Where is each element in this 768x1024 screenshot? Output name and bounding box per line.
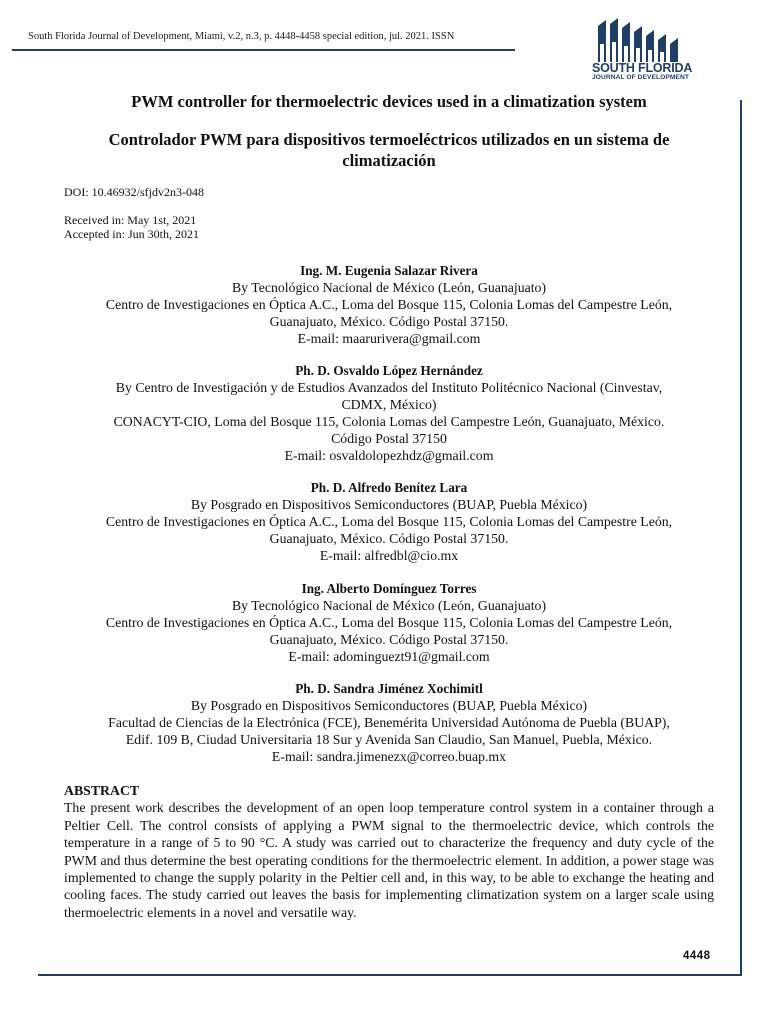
author-email: E-mail: alfredbl@cio.mx (319, 548, 459, 563)
title-spanish: Controlador PWM para dispositivos termoeléctricos utilizados en un sistema de climatización (108, 130, 670, 170)
page-border-bottom (38, 974, 742, 976)
author-block (64, 362, 714, 464)
author-affiliation: Guanajuato, México. Código Postal 37150. (269, 531, 509, 546)
logo-brand-text: SOUTH FLORIDA (592, 61, 693, 75)
author-name: Ph. D. Sandra Jiménez Xochimitl (295, 681, 483, 696)
author-affiliation: By Tecnológico Nacional de México (León, Guanajuato) (231, 280, 547, 295)
author-block (64, 680, 714, 765)
page-border-right (740, 100, 742, 975)
author-affiliation: By Posgrado en Dispositivos Semiconductores (BUAP, Puebla México) (190, 698, 588, 713)
journal-citation: South Florida Journal of Development, Miami, v.2, n.3, p. 4448-4458 special edition, jul. 2021. ISSN (28, 31, 455, 42)
author-affiliation: By Posgrado en Dispositivos Semiconductores (BUAP, Puebla México) (190, 497, 588, 512)
author-email: E-mail: adominguezt91@gmail.com (288, 649, 490, 664)
author-affiliation: By Tecnológico Nacional de México (León, Guanajuato) (231, 598, 547, 613)
author-affiliation: Guanajuato, México. Código Postal 37150. (269, 632, 509, 647)
author-affiliation: Guanajuato, México. Código Postal 37150. (269, 314, 509, 329)
journal-logo-icon (598, 14, 694, 62)
author-name: Ing. M. Eugenia Salazar Rivera (300, 263, 478, 278)
author-block (64, 580, 714, 665)
author-block (64, 262, 714, 347)
journal-logo (588, 14, 700, 84)
author-block (64, 479, 714, 564)
author-affiliation: Centro de Investigaciones en Óptica A.C., Loma del Bosque 115, Colonia Lomas del Campestre León, (105, 615, 673, 630)
author-name: Ing. Alberto Domínguez Torres (301, 581, 477, 596)
doi: DOI: 10.46932/sfjdv2n3-048 (64, 185, 204, 199)
author-name: Ph. D. Alfredo Benítez Lara (310, 480, 468, 495)
abstract-section (64, 782, 714, 921)
author-affiliation: Facultad de Ciencias de la Electrónica (FCE), Benemérita Universidad Autónoma de Puebla (BUAP), (108, 715, 670, 730)
author-email: E-mail: sandra.jimenezx@correo.buap.mx (271, 749, 507, 764)
author-affiliation: Edif. 109 B, Ciudad Universitaria 18 Sur y Avenida San Claudio, San Manuel, Puebla, México. (125, 732, 653, 747)
header-rule (12, 49, 515, 51)
author-affiliation: Centro de Investigaciones en Óptica A.C., Loma del Bosque 115, Colonia Lomas del Campestre León, (105, 297, 673, 312)
author-affiliation: CONACYT-CIO, Loma del Bosque 115, Colonia Lomas del Campestre León, Guanajuato, México. (113, 414, 665, 429)
author-email: E-mail: osvaldolopezhdz@gmail.com (284, 448, 494, 463)
author-affiliation: Centro de Investigaciones en Óptica A.C., Loma del Bosque 115, Colonia Lomas del Campestre León, (105, 514, 673, 529)
author-name: Ph. D. Osvaldo López Hernández (295, 363, 483, 378)
author-affiliation: CDMX, México) (341, 397, 437, 412)
author-affiliation: Código Postal 37150 (331, 431, 447, 446)
logo-subtitle-text: JOURNAL OF DEVELOPMENT (592, 74, 689, 81)
abstract-text: The present work describes the development of an open loop temperature control system in a container through a Peltier Cell. The control consists of applying a PWM signal to the thermoelectric device, which controls the temperature in a range of 5 to 90 °C. A study was carried out to characterize the frequency and duty cycle of the PWM and thus determine the best operating conditions for the thermoelectric element. In addition, a power stage was implemented to change the supply polarity in the Peltier cell and, in this way, to be able to exchange the heating and cooling faces. The study carried out leaves the basis for implementing climatization system on a larger scale using thermoelectric elements in a novel and versatile way. (64, 800, 714, 920)
received-date: Received in: May 1st, 2021 (64, 213, 197, 227)
accepted-date: Accepted in: Jun 30th, 2021 (64, 227, 199, 241)
author-affiliation: By Centro de Investigación y de Estudios Avanzados del Instituto Politécnico Nacional (Cinvestav, (115, 380, 663, 395)
abstract-heading: ABSTRACT (64, 783, 140, 798)
page-number: 4448 (683, 950, 711, 962)
author-email: E-mail: maarurivera@gmail.com (297, 331, 481, 346)
title-english: PWM controller for thermoelectric devices used in a climatization system (131, 92, 647, 111)
